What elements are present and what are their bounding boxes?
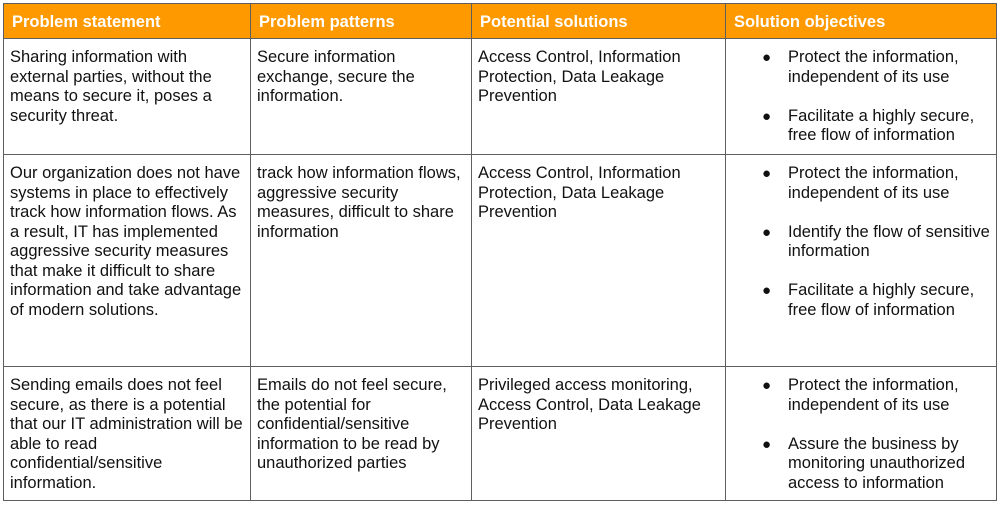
objective-text: Facilitate a highly secure, free flow of information xyxy=(788,281,975,319)
problem-solution-table xyxy=(3,3,997,501)
list-item xyxy=(732,435,990,494)
list-item xyxy=(732,281,990,320)
bullet-icon: ● xyxy=(762,223,772,241)
header-solution-objectives: Solution objectives xyxy=(726,4,997,39)
list-item xyxy=(732,223,990,262)
objective-text: Protect the information, independent of its use xyxy=(788,48,959,86)
table-row xyxy=(4,155,997,367)
table-row xyxy=(4,39,997,155)
cell-problem-patterns: Emails do not feel secure, the potential for confidential/sensitive information to be read by unauthorized parties xyxy=(251,367,472,501)
cell-potential-solutions: Access Control, Information Protection, Data Leakage Prevention xyxy=(472,39,726,155)
list-item xyxy=(732,48,990,87)
table-row xyxy=(4,367,997,501)
bullet-icon: ● xyxy=(762,377,772,394)
cell-problem-patterns: track how information flows, aggressive security measures, difficult to share information xyxy=(251,155,472,367)
objective-text: Protect the information, independent of its use xyxy=(788,164,959,202)
list-item xyxy=(732,164,990,203)
objective-text: Assure the business by monitoring unauthorized access to information xyxy=(788,434,966,492)
cell-solution-objectives xyxy=(726,39,997,155)
cell-problem-patterns: Secure information exchange, secure the information. xyxy=(251,39,472,155)
bullet-icon: ● xyxy=(762,165,772,182)
list-item xyxy=(732,376,990,415)
cell-problem-statement: Our organization does not have systems in place to effectively track how information flows. As a result, IT has implemented aggressive security measures that make it difficult to share information and take advantage of modern solutions. xyxy=(4,155,251,367)
objective-text: Facilitate a highly secure, free flow of information xyxy=(788,106,975,144)
header-problem-patterns: Problem patterns xyxy=(251,4,472,39)
bullet-icon: ● xyxy=(762,49,772,66)
bullet-icon: ● xyxy=(762,435,772,453)
cell-potential-solutions: Privileged access monitoring, Access Control, Data Leakage Prevention xyxy=(472,367,726,501)
bullet-icon: ● xyxy=(762,282,772,299)
cell-potential-solutions: Access Control, Information Protection, Data Leakage Prevention xyxy=(472,155,726,367)
objective-text: Protect the information, independent of its use xyxy=(788,376,959,414)
header-problem-statement: Problem statement xyxy=(4,4,251,39)
cell-problem-statement: Sharing information with external parties, without the means to secure it, poses a security threat. xyxy=(4,39,251,155)
header-row xyxy=(4,4,997,39)
list-item xyxy=(732,107,990,146)
objectives-list xyxy=(732,376,990,493)
objective-text: Identify the flow of sensitive information xyxy=(788,222,990,260)
objectives-list xyxy=(732,48,990,146)
cell-solution-objectives xyxy=(726,367,997,501)
cell-problem-statement: Sending emails does not feel secure, as there is a potential that our IT administration will be able to read confidential/sensitive information. xyxy=(4,367,251,501)
bullet-icon: ● xyxy=(762,107,772,125)
objectives-list xyxy=(732,164,990,320)
cell-solution-objectives xyxy=(726,155,997,367)
header-potential-solutions: Potential solutions xyxy=(472,4,726,39)
